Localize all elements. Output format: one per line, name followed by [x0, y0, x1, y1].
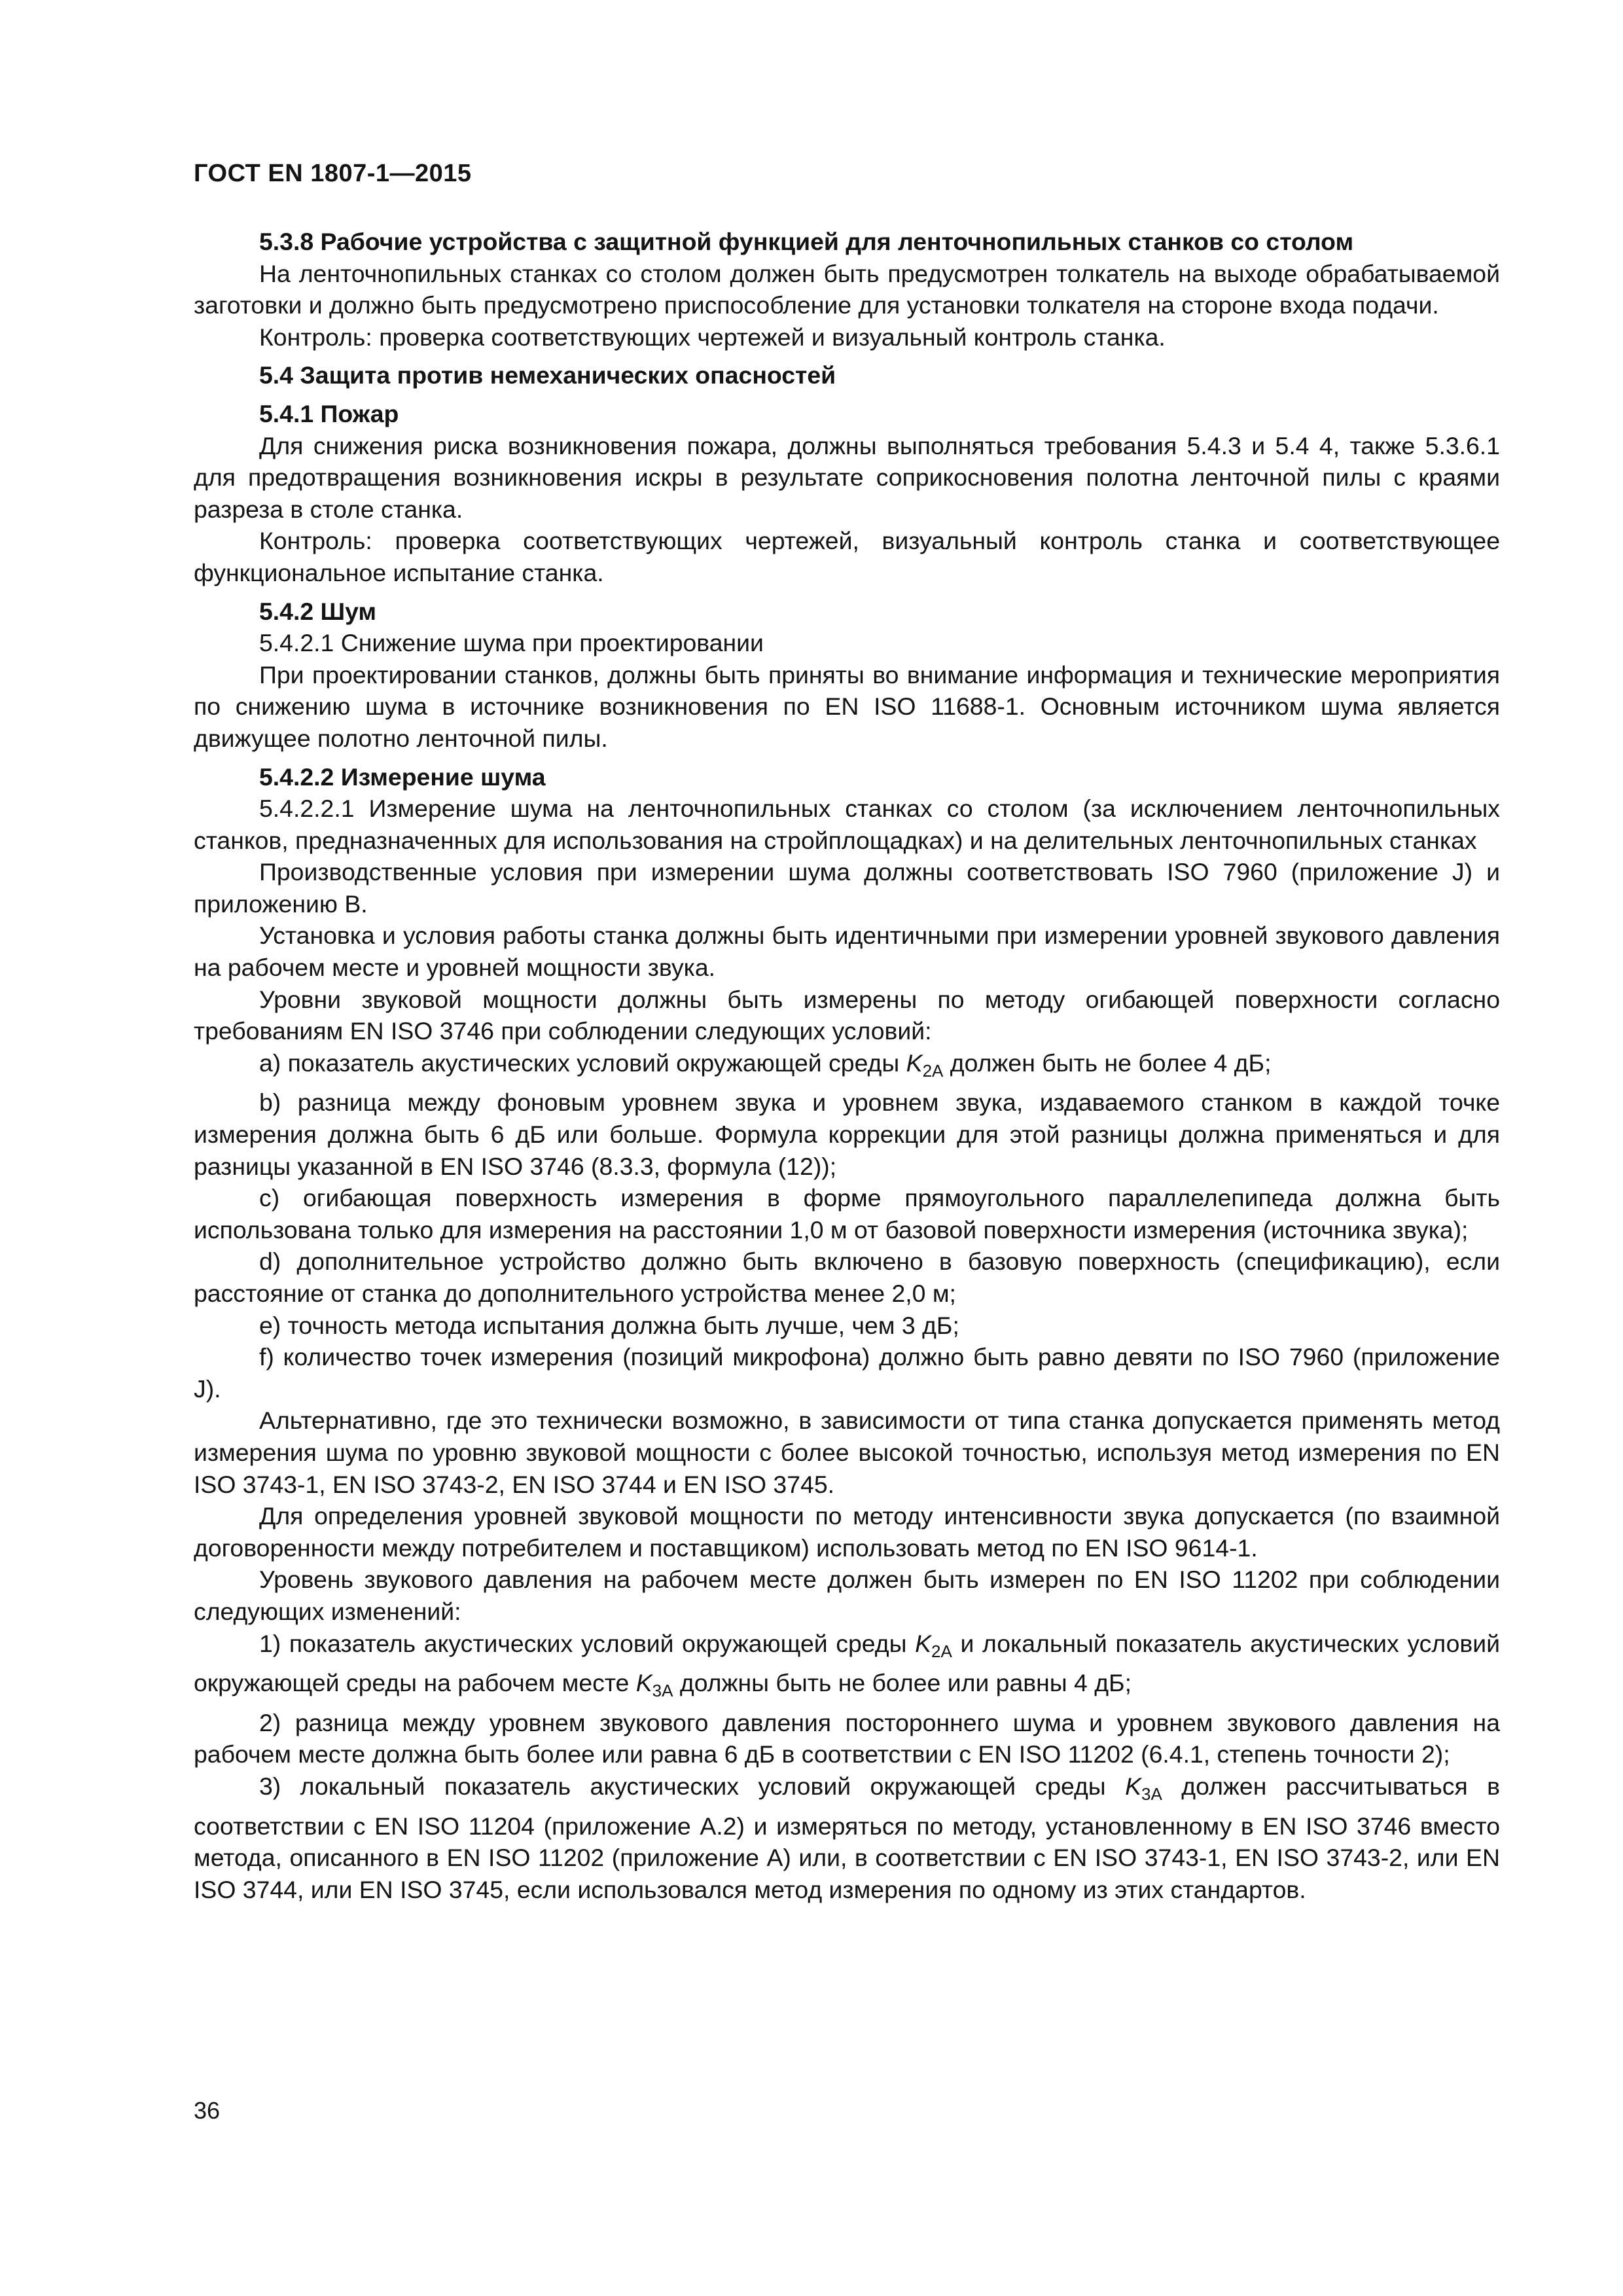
list-item-2: 2) разница между уровнем звукового давления постороннего шума и уровнем звукового давления на рабочем месте должна быть более или равна 6 дБ в соответствии с EN ISO 11202 (6.4.1, степень точности 2);: [194, 1708, 1500, 1768]
symbol-k: K: [1125, 1772, 1142, 1800]
page-number: 36: [194, 2097, 221, 2124]
list-item-e: e) точность метода испытания должна быть лучше, чем 3 дБ;: [259, 1311, 959, 1339]
paragraph: Установка и условия работы станка должны быть идентичными при измерении уровней звукового давления на рабочем месте и уровней мощности звука.: [194, 922, 1500, 982]
text-run: должен быть не более 4 дБ;: [943, 1049, 1272, 1077]
text-run: должен рассчитываться в соответствии с EN ISO 11204 (приложение А.2) и измеряться по методу, установленному в EN ISO 3746 вместо метода, описанного в EN ISO 11202 (приложение А) или, в соответствии с EN ISO 3743-1, EN ISO 3743-2, или EN ISO 3744, или EN ISO 3745, если использовался метод измерения по одному из этих стандартов.: [194, 1772, 1500, 1903]
symbol-k: K: [635, 1669, 652, 1697]
paragraph: Контроль: проверка соответствующих чертежей и визуальный контроль станка.: [259, 323, 1166, 351]
section-title-5-4: 5.4 Защита против немеханических опасностей: [259, 361, 836, 389]
list-item-1: [194, 1628, 1500, 1707]
symbol-k: K: [906, 1049, 923, 1077]
list-item-3: [194, 1770, 1500, 1905]
text-run: должны быть не более или равны 4 дБ;: [673, 1669, 1132, 1697]
section-title-5-3-8: 5.3.8 Рабочие устройства с защитной функцией для ленточнопильных станков со столом: [259, 228, 1354, 255]
section-title-5-4-2: 5.4.2 Шум: [259, 597, 377, 625]
paragraph: Альтернативно, где это технически возможно, в зависимости от типа станка допускается применять метод измерения шума по уровню звуковой мощности с более высокой точностью, используя метод измерения по EN ISO 3743-1, EN ISO 3743-2, EN ISO 3744 и EN ISO 3745.: [194, 1407, 1500, 1498]
text-run: 3) локальный показатель акустических условий окружающей среды: [259, 1772, 1126, 1800]
list-item-d: d) дополнительное устройство должно быть включено в базовую поверхность (спецификацию), если расстояние от станка до дополнительного устройства менее 2,0 м;: [194, 1247, 1500, 1307]
subscript: 3A: [1141, 1784, 1162, 1804]
document-body: [194, 226, 1500, 1905]
symbol-k: K: [915, 1629, 932, 1657]
text-run: и локальный показатель акустических условий окружающей среды на рабочем месте: [194, 1629, 1500, 1697]
subscript: 2A: [922, 1060, 944, 1081]
paragraph: 5.4.2.2.1 Измерение шума на ленточнопильных станках со столом (за исключением ленточнопильных станков, предназначенных для использования на стройплощадках) и на делительных ленточнопильных станках: [194, 795, 1500, 854]
subsection-title-5-4-2-2: 5.4.2.2 Измерение шума: [259, 762, 546, 791]
paragraph: При проектировании станков, должны быть приняты во внимание информация и технические мероприятия по снижению шума в источнике возникновения по EN ISO 11688-1. Основным источником шума является движущее полотно ленточной пилы.: [194, 660, 1500, 752]
list-item-c: c) огибающая поверхность измерения в форме прямоугольного параллелепипеда должна быть использована только для измерения на расстоянии 1,0 м от базовой поверхности измерения (источника звука);: [194, 1184, 1500, 1244]
paragraph: Уровни звуковой мощности должны быть измерены по методу огибающей поверхности согласно требованиям EN ISO 3746 при соблюдении следующих условий:: [194, 985, 1500, 1045]
subscript: 3A: [652, 1681, 673, 1701]
list-item-a: [194, 1047, 1500, 1087]
section-title-5-4-1: 5.4.1 Пожар: [259, 399, 399, 427]
text-run: 1) показатель акустических условий окружающей среды: [259, 1629, 916, 1657]
subscript: 2A: [931, 1641, 952, 1661]
paragraph: Для определения уровней звуковой мощности по методу интенсивности звука допускается (по взаимной договоренности между потребителем и поставщиком) использовать метод по EN ISO 9614-1.: [194, 1502, 1500, 1562]
paragraph: Уровень звукового давления на рабочем месте должен быть измерен по EN ISO 11202 при соблюдении следующих изменений:: [194, 1566, 1500, 1625]
document-header: ГОСТ EN 1807-1—2015: [194, 160, 472, 187]
text-run: a) показатель акустических условий окружающей среды: [259, 1049, 906, 1077]
list-item-b: b) разница между фоновым уровнем звука и уровнем звука, издаваемого станком в каждой точке измерения должна быть 6 дБ или больше. Формула коррекции для этой разницы должна применяться и для разницы указанной в EN ISO 3746 (8.3.3, формула (12));: [194, 1088, 1500, 1180]
paragraph: Производственные условия при измерении шума должны соответствовать ISO 7960 (приложение J) и приложению В.: [194, 858, 1500, 918]
paragraph: Контроль: проверка соответствующих чертежей, визуальный контроль станка и соответствующее функциональное испытание станка.: [194, 527, 1500, 586]
paragraph: Для снижения риска возникновения пожара, должны выполняться требования 5.4.3 и 5.4 4, также 5.3.6.1 для предотвращения возникновения искры в результате соприкосновения полотна ленточной пилы с краями разреза в столе станка.: [194, 431, 1500, 523]
paragraph: На ленточнопильных станках со столом должен быть предусмотрен толкатель на выходе обрабатываемой заготовки и должно быть предусмотрено приспособление для установки толкателя на стороне входа подачи.: [194, 259, 1500, 319]
subsection-title-5-4-2-1: 5.4.2.1 Снижение шума при проектировании: [259, 629, 764, 657]
list-item-f: f) количество точек измерения (позиций микрофона) должно быть равно девяти по ISO 7960 (приложение J).: [194, 1343, 1500, 1403]
